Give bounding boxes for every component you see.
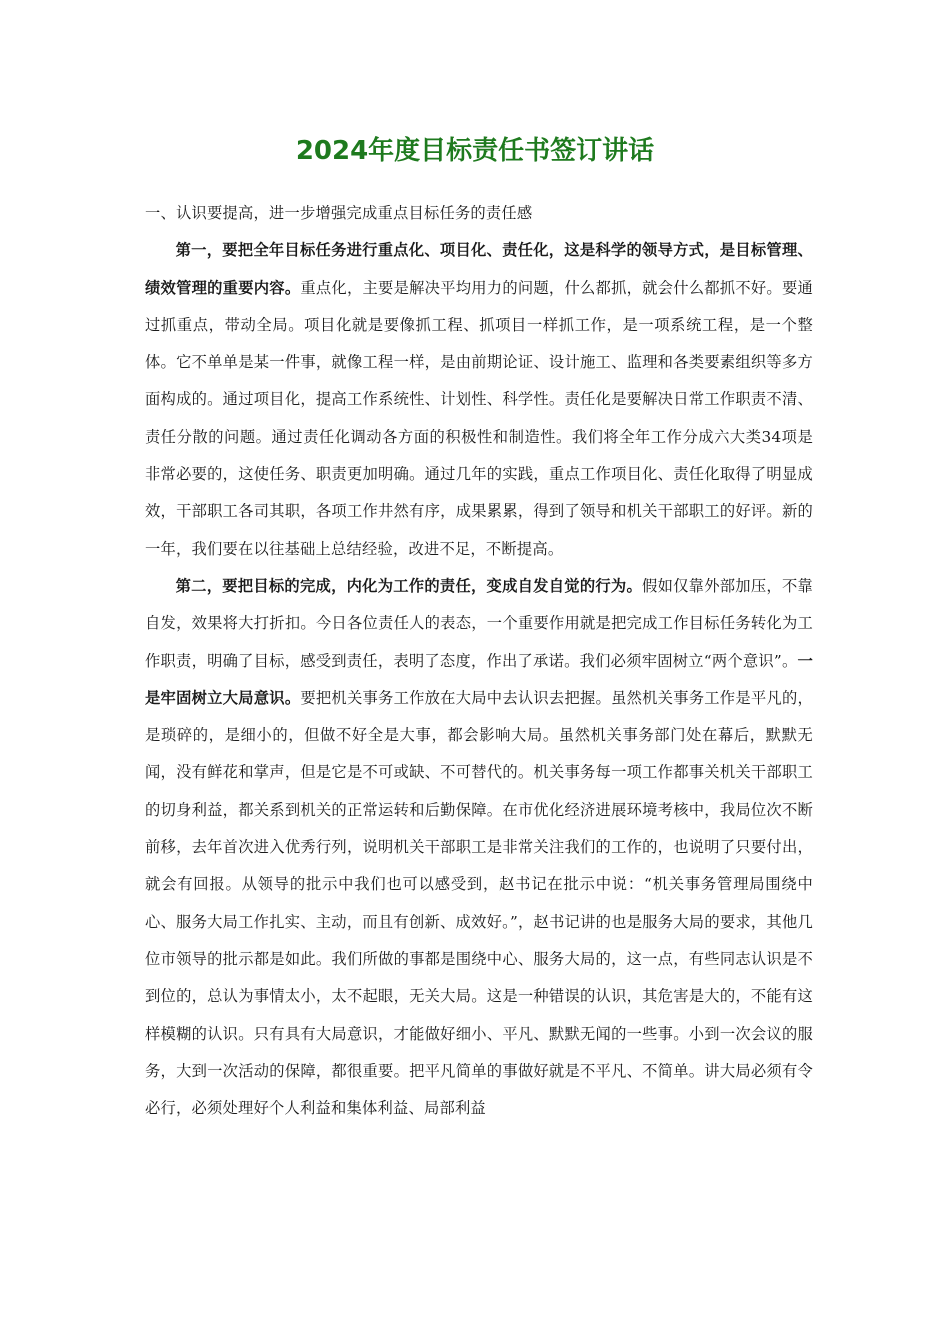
paragraph-2-lead: 第二，要把目标的完成，内化为工作的责任，变成自发自觉的行为。 [175, 576, 643, 595]
paragraph-2-text-a: 假如仅靠外部加压，不靠自发，效果将大打折扣。今日各位责任人的表态，一个重要作用就是把完成工作目标任务转化为工作职责，明确了目标，感受到责任，表明了态度，作出了承诺。我们必须牢固树立“两个意识”。 [145, 576, 813, 670]
document-body [145, 195, 813, 1127]
paragraph-1 [145, 232, 813, 568]
paragraph-2-text-b: 要把机关事务工作放在大局中去认识去把握。虽然机关事务工作是平凡的，是琐碎的，是细小的，但做不好全是大事，都会影响大局。虽然机关事务部门处在幕后，默默无闻，没有鲜花和掌声，但是它是不可或缺、不可替代的。机关事务每一项工作都事关机关干部职工的切身利益，都关系到机关的正常运转和后勤保障。在市优化经济进展环境考核中，我局位次不断前移，去年首次进入优秀行列，说明机关干部职工是非常关注我们的工作的，也说明了只要付出，就会有回报。从领导的批示中我们也可以感受到，赵书记在批示中说：“机关事务管理局围绕中心、服务大局工作扎实、主动，而且有创新、成效好。”，赵书记讲的也是服务大局的要求，其他几位市领导的批示都是如此。我们所做的事都是围绕中心、服务大局的，这一点，有些同志认识是不到位的，总认为事情太小，太不起眼，无关大局。这是一种错误的认识，其危害是大的，不能有这样模糊的认识。只有具有大局意识，才能做好细小、平凡、默默无闻的一些事。小到一次会议的服务，大到一次活动的保障，都很重要。把平凡简单的事做好就是不平凡、不简单。讲大局必须有令必行，必须处理好个人利益和集体利益、局部利益 [145, 688, 813, 1118]
paragraph-2 [145, 568, 813, 1127]
section-heading: 一、认识要提高，进一步增强完成重点目标任务的责任感 [145, 204, 533, 222]
document-title: 2024年度目标责任书签订讲话 [295, 136, 655, 166]
paragraph-2-subheading: 一是牢固树立大局意识。 [145, 651, 813, 707]
paragraph-1-text: 重点化，主要是解决平均用力的问题，什么都抓，就会什么都抓不好。要通过抓重点，带动全局。项目化就是要像抓工程、抓项目一样抓工作，是一项系统工程，是一个整体。它不单单是某一件事，就像工程一样，是由前期论证、设计施工、监理和各类要素组织等多方面构成的。通过项目化，提高工作系统性、计划性、科学性。责任化是要解决日常工作职责不清、责任分散的问题。通过责任化调动各方面的积极性和制造性。我们将全年工作分成六大类34项是非常必要的，这使任务、职责更加明确。通过几年的实践，重点工作项目化、责任化取得了明显成效，干部职工各司其职，各项工作井然有序，成果累累，得到了领导和机关干部职工的好评。新的一年，我们要在以往基础上总结经验，改进不足，不断提高。 [145, 278, 813, 558]
paragraph-1-lead: 第一，要把全年目标任务进行重点化、项目化、责任化，这是科学的领导方式，是目标管理、绩效管理的重要内容。 [145, 241, 813, 297]
